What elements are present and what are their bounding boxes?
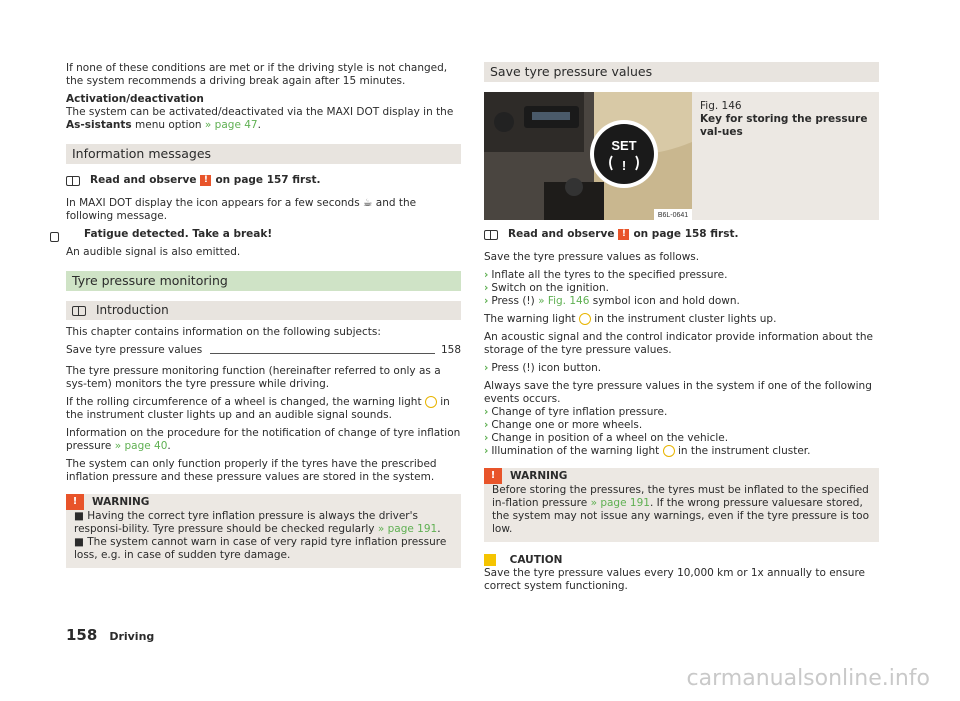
warning-exclamation-icon: ! — [618, 229, 629, 240]
warning-light-text-a: The warning light — [484, 313, 576, 325]
activation-text-b: menu option — [135, 119, 202, 131]
fatigue-message: Fatigue detected. Take a break! — [84, 228, 273, 240]
arrow-icon: › — [484, 362, 489, 374]
maxi-dot-text-a: In MAXI DOT display the icon appears for a few seconds — [66, 197, 360, 209]
information-messages-heading: Information messages — [66, 144, 461, 164]
figure-146 — [484, 92, 879, 220]
maxi-dot-text-b: and the following message. — [66, 197, 417, 222]
press2-text-a: Press — [491, 362, 519, 374]
warning-triangle-icon: ! — [66, 494, 84, 510]
tpm-paragraph-2b: in the instrument cluster lights up and an audible signal sounds. — [66, 396, 450, 421]
caution-text: Save the tyre pressure values every 10,000 km or 1x annually to ensure correct system functioning. — [484, 567, 865, 592]
right-column — [484, 62, 879, 598]
tyre-pressure-monitoring-heading: Tyre pressure monitoring — [66, 271, 461, 291]
activation-block — [66, 93, 461, 132]
tpm-p3-end: . — [167, 440, 171, 452]
step-item — [484, 295, 879, 308]
watermark: carmanualsonline.info — [686, 666, 930, 691]
chapter-info-text: This chapter contains information on the following subjects: — [66, 326, 381, 338]
left-column — [66, 62, 461, 568]
warning-light-text-b: in the instrument cluster lights up. — [594, 313, 777, 325]
tpm-paragraph-3a: Information on the procedure for the notification of change of tyre inflation pressure — [66, 427, 461, 452]
press-icon-step — [484, 362, 879, 375]
event-item — [484, 432, 879, 445]
arrow-icon: › — [484, 295, 489, 307]
book-icon — [72, 306, 86, 316]
figure-caption-text: Key for storing the pressure val-ues — [700, 113, 868, 138]
tpm-paragraph-1: The tyre pressure monitoring function (hereinafter referred to only as a sys-tem) monitors the tyre pressure while driving. — [66, 365, 441, 390]
press2-text-b: icon button. — [538, 362, 602, 374]
save-tyre-pressure-heading: Save tyre pressure values — [484, 62, 879, 82]
activation-end: . — [257, 119, 261, 131]
arrow-icon: › — [484, 269, 489, 281]
warning-1-end: . — [437, 523, 441, 535]
warning-box — [484, 468, 879, 542]
figure-image — [484, 92, 692, 220]
press-text-a: Press — [491, 295, 519, 307]
audible-signal-text: An audible signal is also emitted. — [66, 246, 241, 258]
tyre-warning-light-icon — [579, 313, 591, 325]
tyre-symbol-icon: (!) — [522, 295, 535, 307]
tyre-warning-light-icon — [663, 445, 675, 457]
event-item — [484, 419, 879, 432]
toc-leader-line — [210, 353, 435, 354]
event-last-text-a: Illumination of the warning light — [491, 445, 660, 457]
read-observe-line — [484, 228, 879, 241]
figure-code: B6L-0641 — [657, 212, 689, 219]
warning-title: WARNING — [92, 496, 150, 508]
page-number: 158 — [66, 626, 98, 644]
step-item — [484, 269, 879, 282]
car-interior-illustration — [484, 92, 692, 220]
tpm-paragraph-4: The system can only function properly if the tyres have the prescribed inflation pressure and these pressure values are stored in the system. — [66, 458, 437, 483]
read-observe-text-a: Read and observe — [90, 174, 197, 186]
read-observe-line — [66, 174, 461, 187]
arrow-icon: › — [484, 282, 489, 294]
page-footer — [66, 626, 155, 644]
toc-entry-label: Save tyre pressure values — [66, 344, 203, 356]
warning-triangle-icon: ! — [484, 468, 502, 484]
introduction-heading — [66, 301, 461, 320]
arrow-icon: › — [484, 445, 489, 457]
caution-triangle-icon — [484, 554, 496, 566]
warning-item-1: ■ Having the correct tyre inflation pressure is always the driver's responsi-bility. Tyre pressure should be checked regularly — [74, 510, 418, 535]
event-text: Change one or more wheels. — [491, 419, 643, 431]
activation-menu-name: As-sistants — [66, 119, 132, 131]
event-text: Change of tyre inflation pressure. — [491, 406, 668, 418]
steps-list — [484, 269, 879, 308]
coffee-cup-icon: ☕ — [363, 197, 373, 209]
fig-146-link[interactable]: » Fig. 146 — [538, 295, 590, 307]
tpm-paragraph-2a: If the rolling circumference of a wheel is changed, the warning light — [66, 396, 422, 408]
caution-block — [484, 554, 879, 593]
step-text: Inflate all the tyres to the specified pressure. — [491, 269, 728, 281]
svg-text:!: ! — [621, 158, 627, 173]
arrow-icon: › — [484, 419, 489, 431]
event-item — [484, 445, 879, 458]
warning-box — [66, 494, 461, 568]
chapter-name: Driving — [109, 630, 155, 643]
save-intro: Save the tyre pressure values as follows. — [484, 251, 700, 263]
arrow-icon: › — [484, 406, 489, 418]
figure-caption — [692, 92, 879, 220]
read-observe-text-b: on page 157 first. — [215, 174, 321, 186]
page-40-link[interactable]: » page 40 — [114, 440, 168, 452]
set-button-label: SET — [611, 138, 637, 153]
event-item — [484, 406, 879, 419]
page-191-link[interactable]: » page 191 — [377, 523, 438, 535]
activation-text-a: The system can be activated/deactivated via the MAXI DOT display in the — [66, 106, 454, 118]
side-marker-icon — [50, 232, 59, 242]
read-observe-text-a: Read and observe — [508, 228, 615, 240]
caution-title: CAUTION — [509, 554, 563, 566]
figure-number: Fig. 146 — [700, 100, 742, 112]
warning-text-b: . If the wrong pressure valuesare stored, the system may not issue any warnings, even if the tyre pressure is too low. — [492, 497, 870, 535]
press-text-b: symbol icon and hold down. — [592, 295, 740, 307]
intro-paragraph: If none of these conditions are met or if the driving style is not changed, the system recommends a driving break again after 15 minutes. — [66, 62, 448, 87]
warning-title: WARNING — [510, 470, 568, 482]
events-list — [484, 406, 879, 458]
step-text: Switch on the ignition. — [491, 282, 609, 294]
toc-entry[interactable] — [66, 344, 461, 357]
tyre-symbol-icon: (!) — [522, 362, 535, 374]
introduction-heading-text: Introduction — [96, 303, 169, 317]
warning-text-a: Before storing the pressures, the tyres must be inflated to the specified in-flation pressure — [492, 484, 869, 509]
tyre-warning-light-icon — [425, 396, 437, 408]
arrow-icon: › — [484, 432, 489, 444]
toc-entry-page: 158 — [440, 344, 461, 356]
always-save-text: Always save the tyre pressure values in the system if one of the following events occurs. — [484, 380, 872, 405]
step-item — [484, 282, 879, 295]
read-observe-text-b: on page 158 first. — [633, 228, 739, 240]
warning-exclamation-icon: ! — [200, 175, 211, 186]
activation-heading: Activation/deactivation — [66, 93, 204, 105]
acoustic-text: An acoustic signal and the control indicator provide information about the storage of the tyre pressure values. — [484, 331, 873, 356]
event-text: Change in position of a wheel on the vehicle. — [491, 432, 729, 444]
page-191-link[interactable]: » page 191 — [590, 497, 650, 509]
warning-item-2: ■ The system cannot warn in case of very rapid tyre inflation pressure loss, e.g. in case of sudden tyre damage. — [74, 536, 447, 561]
activation-page-link[interactable]: » page 47 — [204, 119, 258, 131]
event-last-text-b: in the instrument cluster. — [677, 445, 811, 457]
book-icon — [484, 230, 498, 240]
book-icon — [66, 176, 80, 186]
